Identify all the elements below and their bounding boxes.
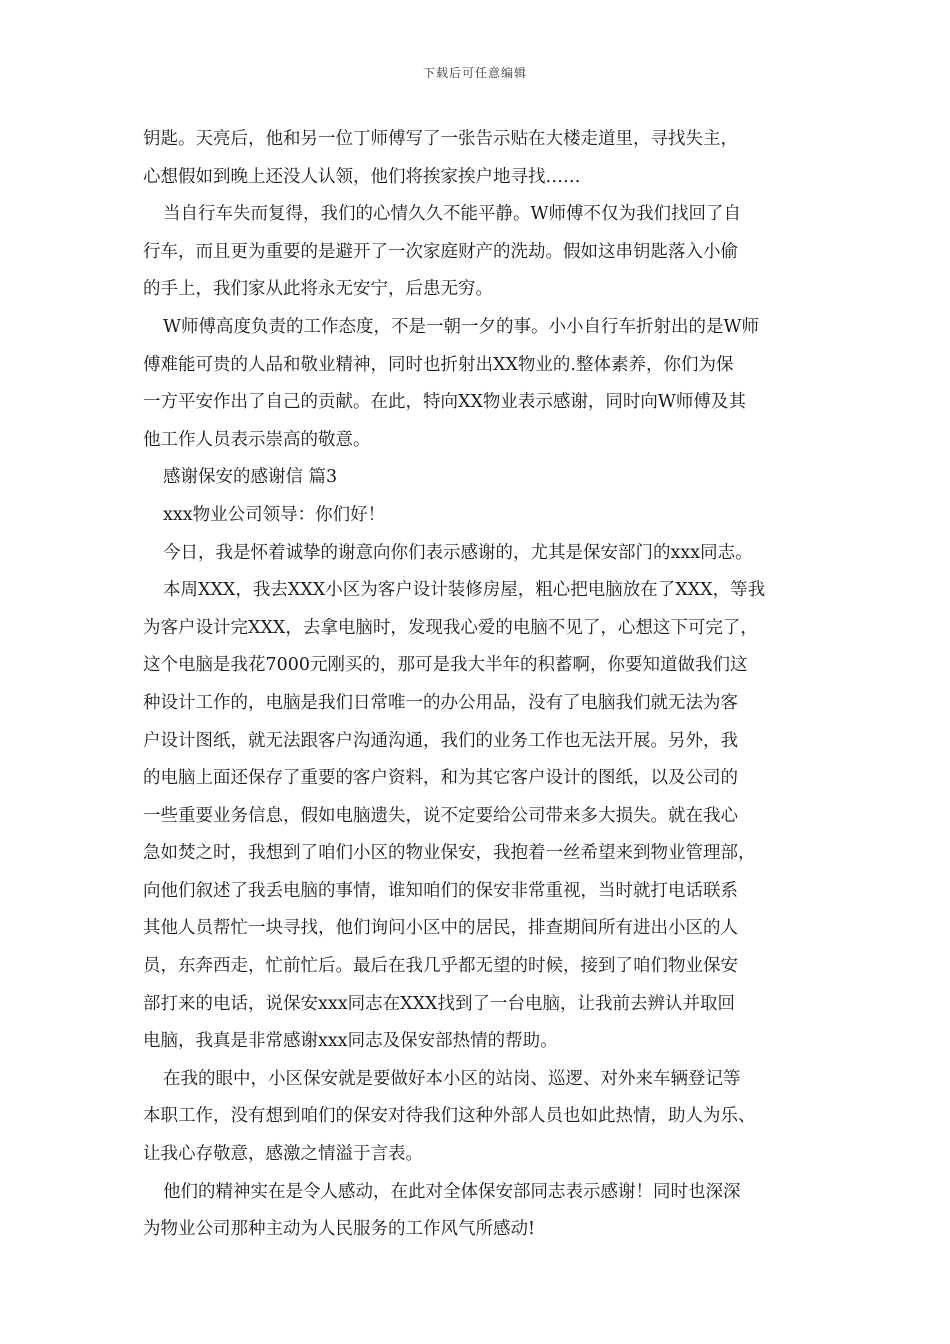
text-line: 他工作人员表示崇高的敬意。 [143,429,371,450]
page-header: 下载后可任意编辑 [422,66,527,80]
text-line: 今日，我是怀着诚挚的谢意向你们表示感谢的，尤其是保安部门的xxx同志。 [163,542,753,563]
text-line: 在我的眼中，小区保安就是要做好本小区的站岗、巡逻、对外来车辆登记等 [163,1068,741,1089]
text-line: 急如焚之时，我想到了咱们小区的物业保安，我抱着一丝希望来到物业管理部， [143,843,756,864]
text-line: 一些重要业务信息，假如电脑遗失，说不定要给公司带来多大损失。就在我心 [143,805,738,826]
text-line: 的手上，我们家从此将永无安宁，后患无穷。 [143,279,493,300]
text-line: 心想假如到晚上还没人认领，他们将挨家挨户地寻找…… [143,166,581,187]
text-line: 钥匙。天亮后，他和另一位丁师傅写了一张告示贴在大楼走道里，寻找失主， [143,129,738,149]
section-heading: 感谢保安的感谢信 篇3 [163,467,338,488]
text-line: 向他们叙述了我丢电脑的事情，谁知咱们的保安非常重视，当时就打电话联系 [143,880,738,901]
text-line: 本周XXX，我去XXX小区为客户设计装修房屋，粗心把电脑放在了XXX，等我 [163,580,766,601]
text-line: 他们的精神实在是令人感动，在此对全体保安部同志表示感谢！同时也深深 [163,1181,741,1202]
document-body [143,121,815,1249]
text-line: 部打来的电话，说保安xxx同志在XXX找到了一台电脑，让我前去辨认并取回 [143,993,735,1014]
text-line: 傅难能可贵的人品和敬业精神，同时也折射出XX物业的.整体素养，你们为保 [143,354,734,375]
text-line: 为物业公司那种主动为人民服务的工作风气所感动! [143,1219,536,1240]
text-line: 的电脑上面还保存了重要的客户资料，和为其它客户设计的图纸，以及公司的 [143,768,738,789]
text-line: 种设计工作的，电脑是我们日常唯一的办公用品，没有了电脑我们就无法为客 [143,692,738,713]
letter-salutation: xxx物业公司领导：你们好！ [163,504,386,525]
text-line: 一方平安作出了自己的贡献。在此，特向XX物业表示感谢，同时向W师傅及其 [143,392,746,413]
text-line: 行车，而且更为重要的是避开了一次家庭财产的洗劫。假如这串钥匙落入小偷 [143,241,738,262]
text-line: 户设计图纸，就无法跟客户沟通沟通，我们的业务工作也无法开展。另外，我 [143,730,738,751]
text-line: 本职工作，没有想到咱们的保安对待我们这种外部人员也如此热情，助人为乐、 [143,1106,756,1127]
text-line: W师傅高度负责的工作态度，不是一朝一夕的事。小小自行车折射出的是W师 [163,316,759,337]
text-line: 这个电脑是我花7000元刚买的，那可是我大半年的积蓄啊，你要知道做我们这 [143,655,748,676]
text-line: 电脑，我真是非常感谢xxx同志及保安部热情的帮助。 [143,1031,558,1052]
text-line: 员，东奔西走，忙前忙后。最后在我几乎都无望的时候，接到了咱们物业保安 [143,956,738,977]
text-line: 当自行车失而复得，我们的心情久久不能平静。W师傅不仅为我们找回了自 [163,204,741,225]
text-line: 其他人员帮忙一块寻找，他们询问小区中的居民，排查期间所有进出小区的人 [143,918,738,939]
text-line: 让我心存敬意，感激之情溢于言表。 [143,1144,423,1165]
text-line: 为客户设计完XXX，去拿电脑时，发现我心爱的电脑不见了，心想这下可完了， [143,617,758,638]
